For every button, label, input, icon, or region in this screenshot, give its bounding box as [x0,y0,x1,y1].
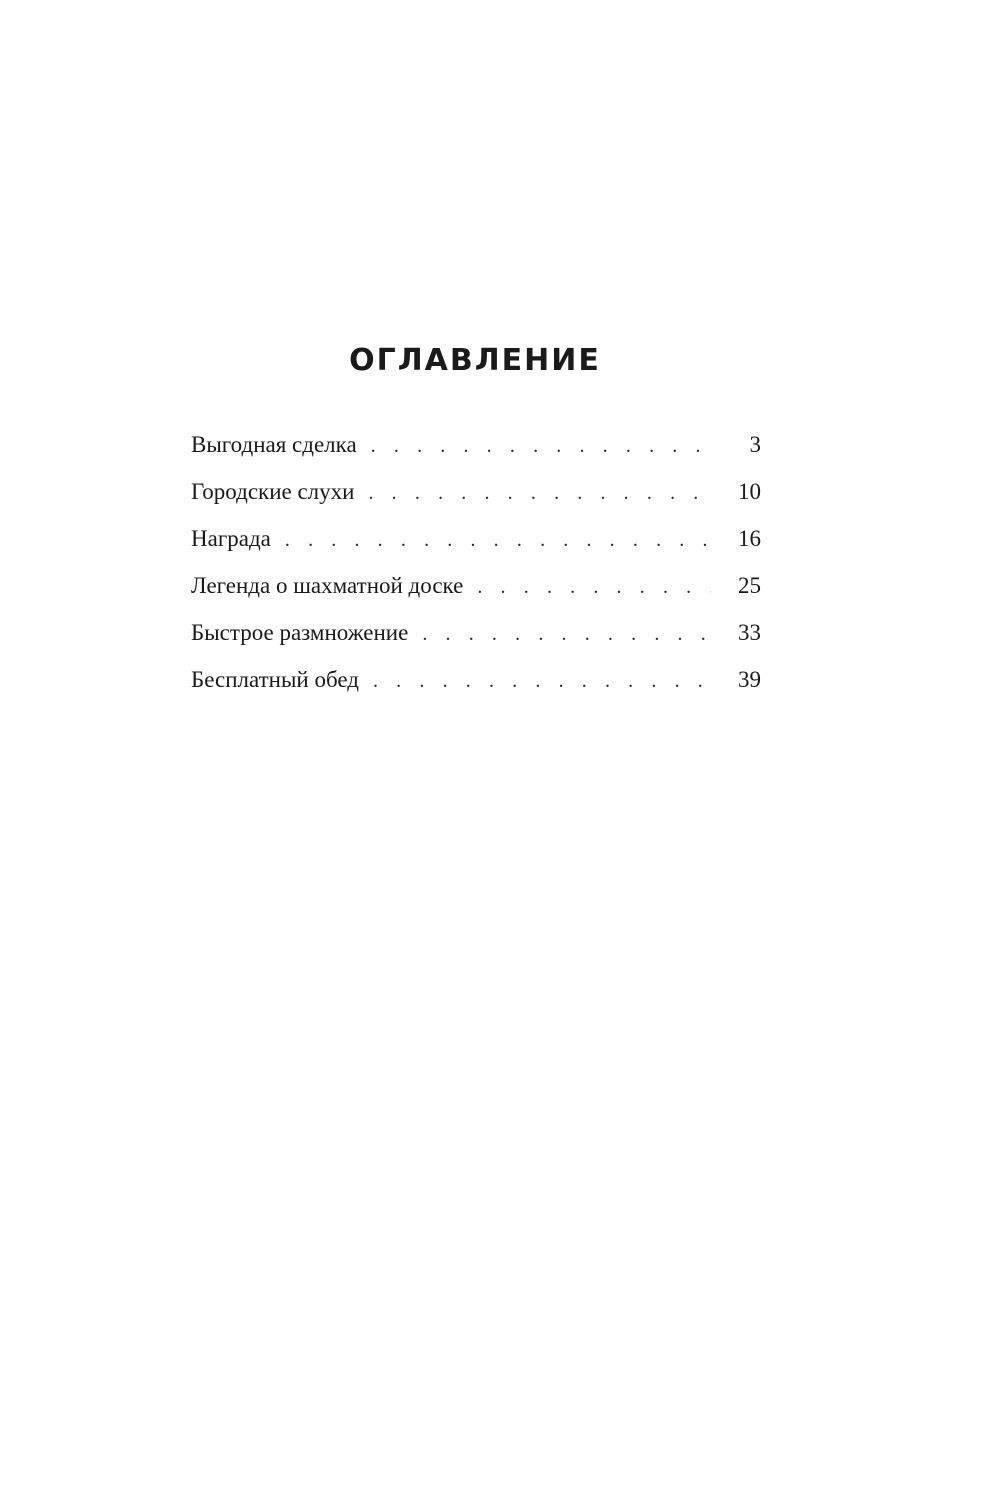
toc-entry-page-number: 33 [738,620,761,645]
toc-list [191,432,761,714]
toc-entry-title: Городские слухи [191,479,355,504]
toc-title: ОГЛАВЛЕНИЕ [349,343,601,378]
toc-entry-title: Бесплатный обед [191,667,359,692]
dot-leader [371,435,711,458]
toc-entry-page-number: 16 [738,526,761,551]
toc-entry-page-number: 10 [738,479,761,504]
toc-entry-page-number: 3 [749,432,761,457]
toc-entry [191,432,761,479]
dot-leader [422,623,711,646]
toc-entry [191,620,761,667]
toc-entry-title: Быстрое размножение [191,620,409,645]
toc-entry [191,573,761,620]
toc-entry-title: Выгодная сделка [191,432,357,457]
toc-entry [191,526,761,573]
dot-leader [477,576,711,599]
toc-entry-page-number: 39 [738,667,761,692]
dot-leader [368,482,711,505]
toc-entry-title: Награда [191,526,271,551]
toc-entry-page-number: 25 [738,573,761,598]
toc-entry [191,667,761,714]
dot-leader [373,670,711,693]
toc-entry [191,479,761,526]
toc-entry-title: Легенда о шахматной доске [191,573,464,598]
dot-leader [285,529,711,552]
